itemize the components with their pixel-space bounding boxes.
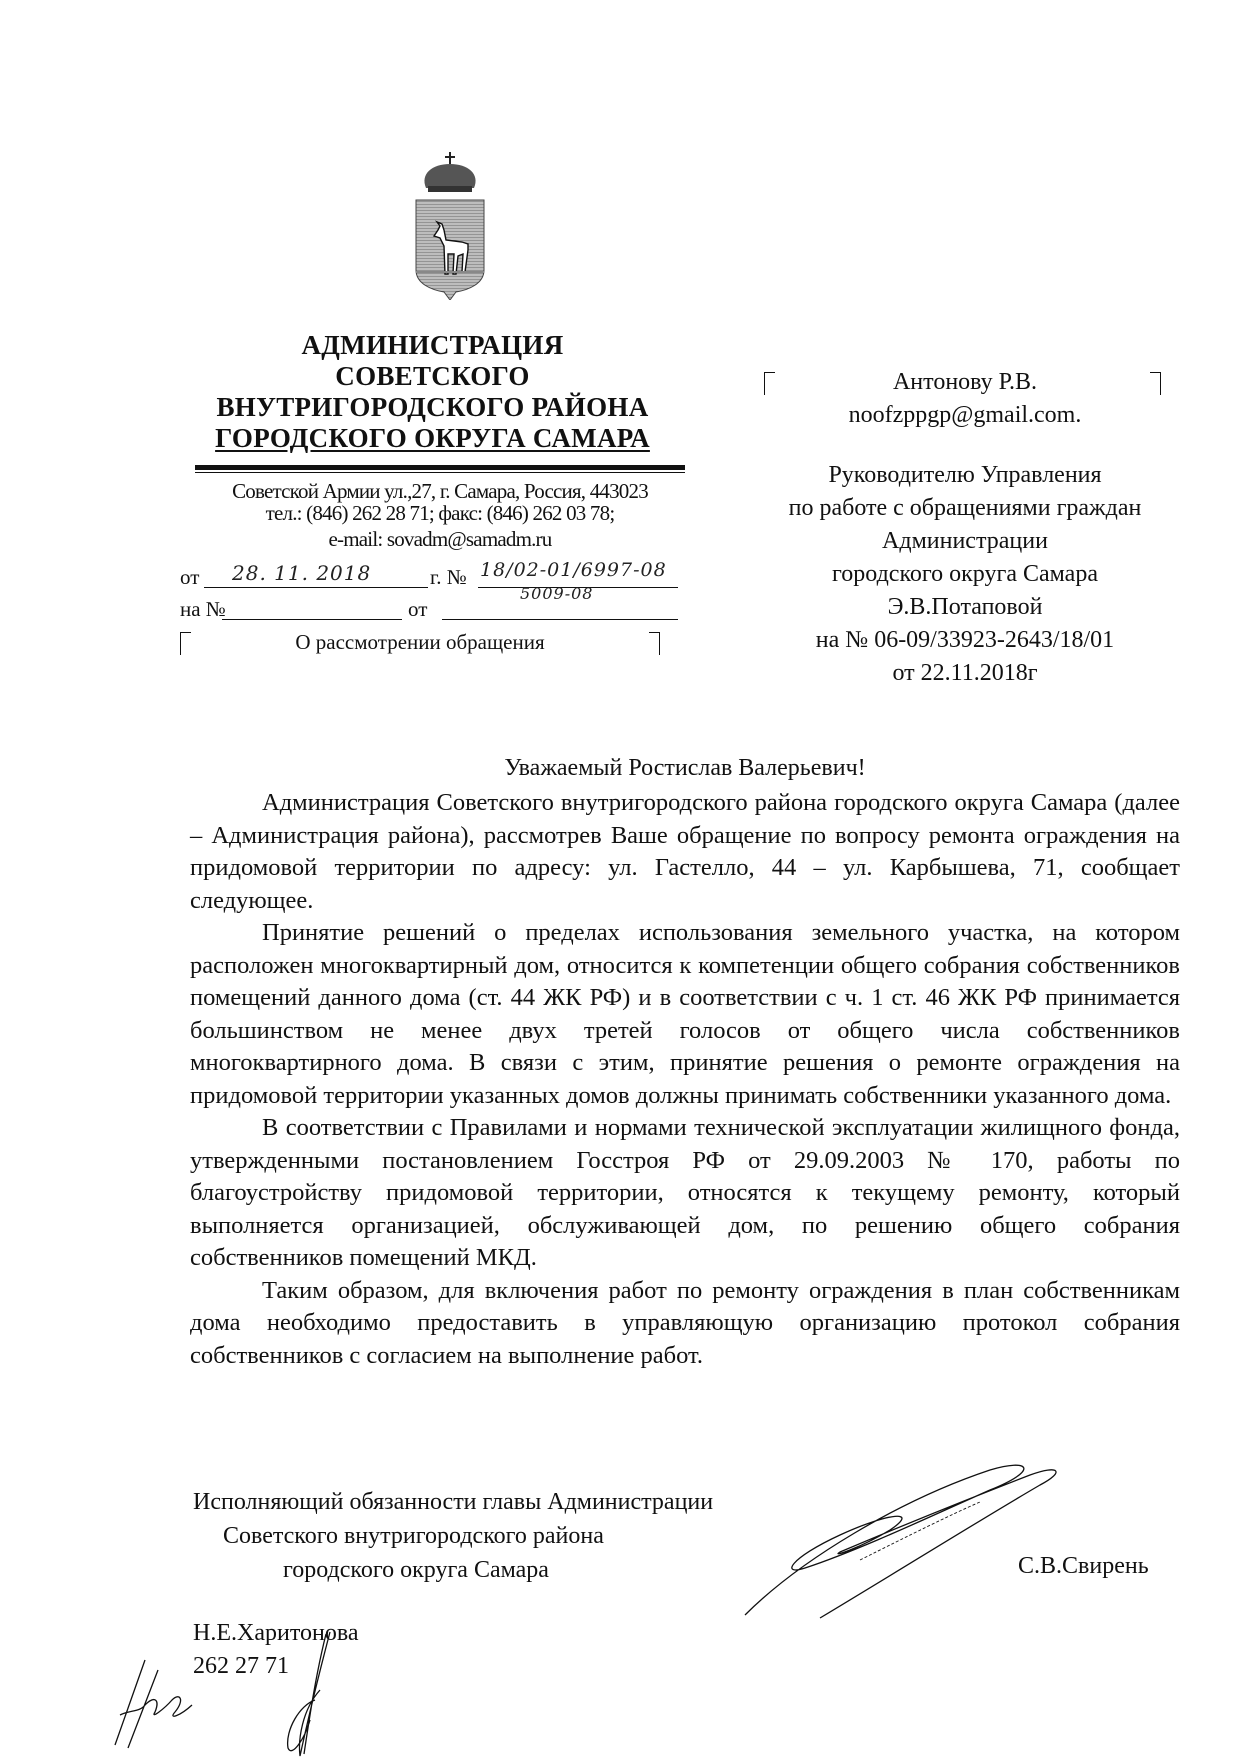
letter-subject: [180, 630, 660, 660]
addressee-email: noofzppgp@gmail.com.: [848, 402, 1082, 428]
org-contacts: [180, 480, 700, 550]
outgoing-date-number-row: [180, 559, 690, 591]
executor-phone: 262 27 71: [193, 1653, 289, 1679]
number-label: г. №: [430, 565, 467, 589]
approval-signature-icon: [280, 1630, 340, 1760]
bracket-right: [649, 632, 660, 655]
number-value: 18/02-01/6997-08: [480, 559, 667, 581]
subject-text: О рассмотрении обращения: [295, 630, 545, 654]
reply-date-field: [442, 597, 678, 620]
reply-number-label: на №: [180, 597, 226, 621]
addressee-line: городского округа Самара: [832, 561, 1098, 587]
initials-signature-icon: [110, 1650, 200, 1750]
greeting: Уважаемый Ростислав Валерьевич!: [504, 755, 866, 781]
signatory-title-line: Советского внутригородского района: [223, 1523, 604, 1549]
date-value: 28. 11. 2018: [232, 561, 372, 585]
addressee-name: Антонову Р.В.: [892, 369, 1038, 395]
org-address: Советской Армии ул.,27, г. Самара, Россия, 443023: [232, 479, 648, 503]
org-line: АДМИНИСТРАЦИЯ: [301, 330, 564, 360]
signatory-title-line: городского округа Самара: [283, 1557, 549, 1583]
addressee-line: на № 06-09/33923-2643/18/01: [815, 627, 1115, 653]
samara-coat-of-arms-icon: [410, 150, 490, 300]
body-paragraph: В соответствии с Правилами и нормами технической эксплуатации жилищного фонда, утвержденными постановлением Госстроя РФ от 29.09.2003 № 170, работы по благоустройству придомовой территории, относятся к текущему ремонту, который выполняется организацией, обслуживающей дом, по решению общего собрания собственников помещений МКД.: [190, 1114, 1180, 1271]
header-divider-thin: [195, 472, 685, 473]
org-phones: тел.: (846) 262 28 71; факс: (846) 262 03 78;: [265, 501, 615, 525]
reply-to-row: [180, 597, 690, 623]
date-field: [204, 561, 428, 588]
letter-body: [190, 787, 1180, 1372]
reply-date-label: от: [408, 597, 428, 621]
organization-name: [160, 330, 705, 454]
addressee-line: Э.В.Потаповой: [887, 594, 1043, 620]
signatory-title-line: Исполняющий обязанности главы Администрации: [193, 1489, 714, 1515]
signatory-name: С.В.Свирень: [1018, 1553, 1149, 1579]
handwritten-signature-icon: [740, 1440, 1080, 1620]
body-paragraph: Принятие решений о пределах использования земельного участка, на котором расположен многоквартирный дом, относится к компетенции общего собрания собственников помещений данного дома (ст. 44 ЖК РФ) и в соответствии с ч. 1 ст. 46 ЖК РФ принимается большинством не менее двух третей голосов от общего числа собственников многоквартирного дома. В связи с этим, принятие решения о ремонте ограждения на придомовой территории указанных домов должны принимать собственники указанного дома.: [190, 919, 1180, 1109]
org-line: ВНУТРИГОРОДСКОГО РАЙОНА: [216, 392, 649, 422]
bracket-left: [180, 632, 191, 655]
reply-number-field: [222, 597, 402, 620]
date-label: от: [180, 565, 200, 589]
addressee-line: Администрации: [882, 528, 1048, 554]
body-paragraph: Таким образом, для включения работ по ремонту ограждения в план собственникам дома необходимо предоставить в управляющую организацию протокол собрания собственников с согласием на выполнение работ.: [190, 1276, 1180, 1369]
addressee-line: Руководителю Управления: [828, 462, 1102, 488]
org-email: e-mail: sovadm@samadm.ru: [328, 527, 552, 551]
number-value-2: 5009-08: [520, 584, 594, 603]
signatory-title: [193, 1485, 713, 1587]
org-line: СОВЕТСКОГО: [335, 361, 530, 391]
addressee-line: по работе с обращениями граждан: [788, 495, 1142, 521]
org-line: ГОРОДСКОГО ОКРУГА САМАРА: [215, 423, 650, 453]
header-divider-thick: [195, 465, 685, 470]
addressee-line: от 22.11.2018г: [892, 660, 1038, 686]
body-paragraph: Администрация Советского внутригородского района городского округа Самара (далее – Администрация района), рассмотрев Ваше обращение по вопросу ремонта ограждения на придомовой территории по адресу: ул. Гастелло, 44 – ул. Карбышева, 71, сообщает следующее.: [190, 789, 1180, 914]
executor-name: Н.Е.Харитонова: [193, 1620, 359, 1646]
addressee-block: [750, 366, 1180, 690]
